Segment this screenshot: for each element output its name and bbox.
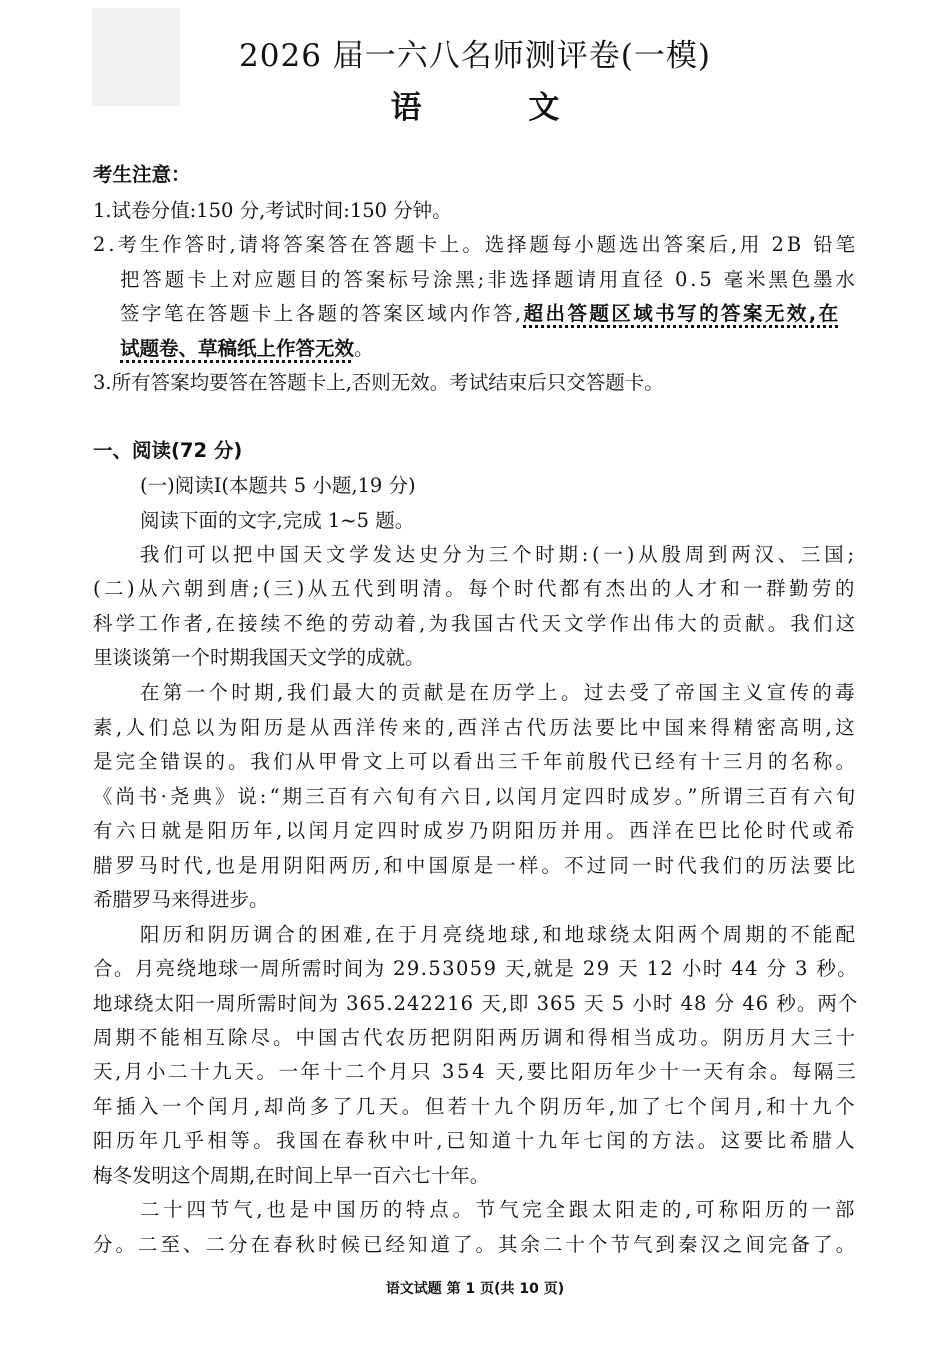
notice-item-2-line-3	[120, 302, 841, 326]
passage-line: 合。月亮绕地球一周所需时间为 29.53059 天,就是 29 天 12 小时 44 分 3 秒。	[93, 957, 859, 980]
exam-title: 2026 届一六八名师测评卷(一模)	[239, 38, 711, 74]
passage-line: 《尚书·尧典》说:“期三百有六旬有六日,以闰月定四时成岁。”所谓三百有六旬	[93, 785, 859, 808]
notice-item-2-line-4-end: 。	[354, 337, 374, 360]
section-heading: 一、阅读(72 分)	[93, 439, 243, 462]
passage-line: 阳历年几乎相等。我国在春秋中叶,已知道十九年七闰的方法。这要比希腊人	[93, 1129, 859, 1152]
notice-item-2-line-3-emphasis: 超出答题区域书写的答案无效,在	[523, 302, 841, 325]
passage-line: 周期不能相互除尽。中国古代农历把阴阳两历调和得相当成功。阴历月大三十	[93, 1026, 859, 1049]
passage-line: 分。二至、二分在春秋时候已经知道了。其余二十个节气到秦汉之间完备了。	[93, 1233, 859, 1256]
passage-line: 里谈谈第一个时期我国天文学的成就。	[93, 646, 425, 669]
passage-line: 科学工作者,在接续不绝的劳动着,为我国古代天文学作出伟大的贡献。我们这	[93, 612, 859, 635]
passage-line: 梅冬发明这个周期,在时间上早一百六七十年。	[93, 1164, 490, 1187]
passage-line: 希腊罗马来得进步。	[93, 888, 269, 911]
section-instruction: 阅读下面的文字,完成 1~5 题。	[140, 509, 415, 532]
passage-line: 年插入一个闰月,却尚多了几天。但若十九个阴历年,加了七个闰月,和十九个	[93, 1095, 859, 1118]
notice-item-2-line-3-plain: 签字笔在答题卡上各题的答案区域内作答,	[120, 302, 524, 325]
passage-line: 腊罗马时代,也是用阴阳两历,和中国原是一样。不过同一时代我们的历法要比	[93, 854, 859, 877]
notice-item-2-line-4-emphasis: 试题卷、草稿纸上作答无效	[120, 337, 355, 360]
passage-line: (二)从六朝到唐;(三)从五代到明清。每个时代都有杰出的人才和一群勤劳的	[93, 577, 858, 600]
notice-heading: 考生注意：	[93, 163, 191, 186]
passage-line: 有六日就是阳历年,以闰月定四时成岁乃阴阳历并用。西洋在巴比伦时代或希	[93, 819, 859, 842]
passage-line: 在第一个时期,我们最大的贡献是在历学上。过去受了帝国主义宣传的毒	[140, 681, 859, 704]
passage-line: 天,月小二十九天。一年十二个月只 354 天,要比阳历年少十一天有余。每隔三	[93, 1060, 859, 1083]
passage-line: 二十四节气,也是中国历的特点。节气完全跟太阳走的,可称阳历的一部	[140, 1198, 859, 1221]
subject-title: 语 文	[390, 90, 608, 126]
notice-item-2-line-2: 把答题卡上对应题目的答案标号涂黑;非选择题请用直径 0.5 毫米黑色墨水	[120, 268, 858, 291]
section-sub-heading: (一)阅读Ⅰ(本题共 5 小题,19 分)	[140, 474, 416, 497]
passage-line: 我们可以把中国天文学发达史分为三个时期:(一)从殷周到两汉、三国;	[140, 543, 858, 566]
passage-line: 是完全错误的。我们从甲骨文上可以看出三千年前殷代已经有十三月的名称。	[93, 750, 859, 773]
page-footer: 语文试题 第 1 页(共 10 页)	[385, 1281, 565, 1297]
notice-item-2-line-4	[120, 337, 374, 361]
notice-item-3: 3.所有答案均要答在答题卡上,否则无效。考试结束后只交答题卡。	[93, 371, 664, 394]
passage-line: 阳历和阴历调合的困难,在于月亮绕地球,和地球绕太阳两个周期的不能配	[140, 923, 859, 946]
passage-line: 素,人们总以为阳历是从西洋传来的,西洋古代历法要比中国来得精密高明,这	[93, 716, 859, 739]
notice-item-1: 1.试卷分值:150 分,考试时间:150 分钟。	[93, 199, 452, 222]
notice-item-2-line-1: 2.考生作答时,请将答案答在答题卡上。选择题每小题选出答案后,用 2B 铅笔	[93, 233, 859, 256]
passage-line: 地球绕太阳一周所需时间为 365.242216 天,即 365 天 5 小时 48 分 46 秒。两个	[93, 992, 859, 1015]
